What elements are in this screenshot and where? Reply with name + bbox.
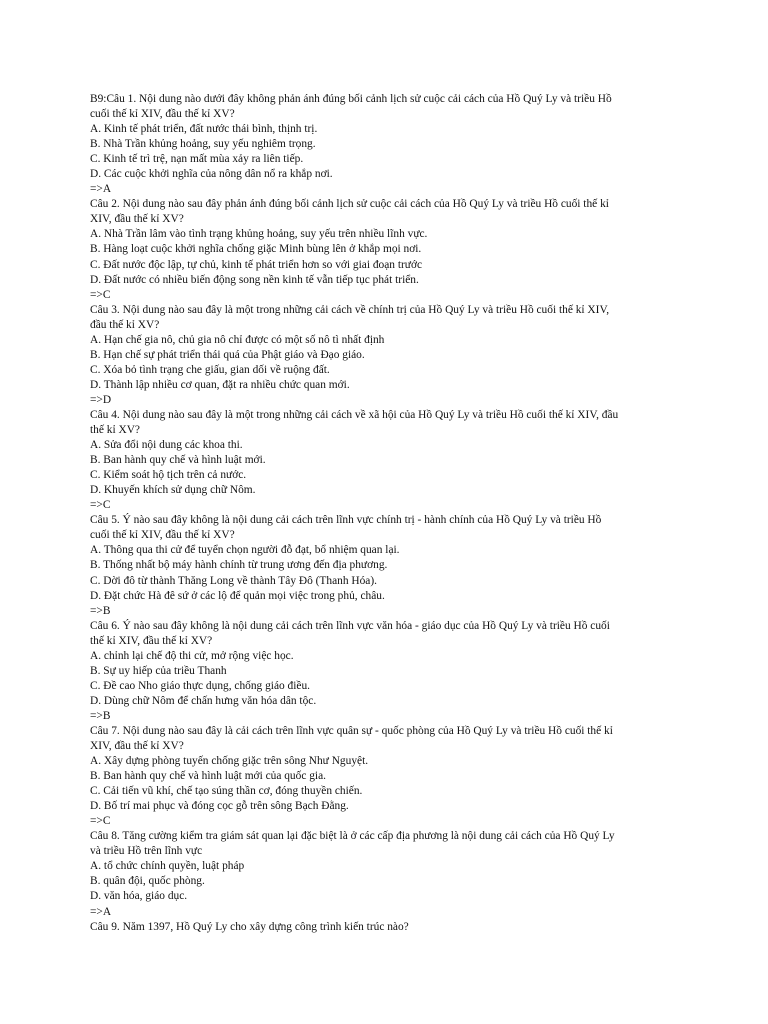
document-line: B. Thống nhất bộ máy hành chính từ trung ương đến địa phương. bbox=[90, 559, 388, 572]
document-line: D. Các cuộc khởi nghĩa của nông dân nổ ra khắp nơi. bbox=[90, 168, 333, 181]
document-line: =>A bbox=[90, 905, 112, 918]
document-line: thế kỉ XIV, đầu thế kỉ XV? bbox=[90, 634, 213, 647]
document-line: A. chỉnh lại chế độ thi cử, mở rộng việc học. bbox=[90, 649, 294, 662]
document-line: Câu 8. Tăng cường kiểm tra giám sát quan lại đặc biệt là ở các cấp địa phương là nội dung cải cách của Hồ Quý Ly bbox=[90, 830, 615, 843]
document-line: =>B bbox=[90, 604, 111, 617]
document-line: B. Nhà Trần khủng hoảng, suy yếu nghiêm trọng. bbox=[90, 138, 316, 151]
document-line: B. Sự uy hiếp của triều Thanh bbox=[90, 664, 227, 677]
document-line: A. Kinh tế phát triển, đất nước thái bình, thịnh trị. bbox=[90, 123, 318, 136]
document-line: D. Dùng chữ Nôm để chấn hưng văn hóa dân tộc. bbox=[90, 694, 317, 707]
document-line: =>D bbox=[90, 393, 112, 406]
document-line: A. Sửa đổi nội dung các khoa thi. bbox=[90, 439, 243, 452]
document-line: B. quân đội, quốc phòng. bbox=[90, 875, 205, 888]
document-line: đầu thế kỉ XV? bbox=[90, 318, 160, 331]
document-line: Câu 9. Năm 1397, Hồ Quý Ly cho xây dựng công trình kiến trúc nào? bbox=[90, 920, 409, 933]
document-line: =>C bbox=[90, 499, 111, 512]
document-line: D. Đặt chức Hà đê sứ ở các lộ để quản mọi việc trong phủ, châu. bbox=[90, 589, 385, 602]
document-line: C. Kiểm soát hộ tịch trên cả nước. bbox=[90, 469, 247, 482]
document-line: Câu 6. Ý nào sau đây không là nội dung cải cách trên lĩnh vực văn hóa - giáo dục của Hồ Quý Ly và triều Hồ cuối bbox=[90, 619, 610, 632]
document-line: D. Thành lập nhiều cơ quan, đặt ra nhiều chức quan mới. bbox=[90, 378, 350, 391]
document-line: D. Đất nước có nhiều biến động song nền kinh tế vẫn tiếp tục phát triển. bbox=[90, 273, 419, 286]
document-line: XIV, đầu thế kỉ XV? bbox=[90, 213, 184, 226]
document-text bbox=[90, 92, 680, 935]
document-line: XIV, đầu thế kỉ XV? bbox=[90, 740, 184, 753]
document-line: A. tổ chức chính quyền, luật pháp bbox=[90, 860, 245, 873]
document-line: B9:Câu 1. Nội dung nào dưới đây không phản ánh đúng bối cảnh lịch sử cuộc cải cách của Hồ Quý Ly và triều Hồ bbox=[90, 93, 612, 105]
document-line: C. Đề cao Nho giáo thực dụng, chống giáo điều. bbox=[90, 679, 311, 692]
document-line: C. Đất nước độc lập, tự chủ, kinh tế phát triển hơn so với giai đoạn trước bbox=[90, 258, 423, 271]
document-line: B. Hạn chế sự phát triển thái quá của Phật giáo và Đạo giáo. bbox=[90, 348, 365, 361]
document-line: C. Kinh tế trì trệ, nạn mất mùa xảy ra liên tiếp. bbox=[90, 153, 304, 166]
document-line: B. Ban hành quy chế và hình luật mới của quốc gia. bbox=[90, 770, 326, 783]
document-line: A. Xây dựng phòng tuyến chống giặc trên sông Như Nguyệt. bbox=[90, 755, 369, 768]
document-line: =>B bbox=[90, 709, 111, 722]
document-line: C. Dời đô từ thành Thăng Long về thành Tây Đô (Thanh Hóa). bbox=[90, 574, 377, 587]
document-line: =>C bbox=[90, 815, 111, 828]
document-line: Câu 7. Nội dung nào sau đây là cải cách trên lĩnh vực quân sự - quốc phòng của Hồ Quý Ly và triều Hồ cuối thế kỉ bbox=[90, 724, 613, 737]
document-line: A. Hạn chế gia nô, chủ gia nô chỉ được có một số nô tì nhất định bbox=[90, 333, 385, 346]
document-line: A. Thông qua thi cử để tuyển chọn người đỗ đạt, bổ nhiệm quan lại. bbox=[90, 544, 400, 557]
document-line: D. văn hóa, giáo dục. bbox=[90, 890, 188, 903]
document-line: Câu 3. Nội dung nào sau đây là một trong những cải cách về chính trị của Hồ Quý Ly và triều Hồ cuối thế kỉ XIV, bbox=[90, 303, 610, 316]
document-line: D. Khuyến khích sử dụng chữ Nôm. bbox=[90, 484, 256, 497]
document-line: D. Bố trí mai phục và đóng cọc gỗ trên sông Bạch Đằng. bbox=[90, 800, 349, 813]
document-line: C. Xóa bỏ tình trạng che giấu, gian dối về ruộng đất. bbox=[90, 363, 330, 376]
document-line: B. Hàng loạt cuộc khởi nghĩa chống giặc Minh bùng lên ở khắp mọi nơi. bbox=[90, 243, 422, 256]
document-line: và triều Hồ trên lĩnh vực bbox=[90, 845, 203, 858]
document-line: A. Nhà Trần lâm vào tình trạng khủng hoảng, suy yếu trên nhiều lĩnh vực. bbox=[90, 228, 428, 241]
document-line: =>C bbox=[90, 288, 111, 301]
document-line: thế kỉ XV? bbox=[90, 424, 140, 437]
document-line: cuối thế kỉ XIV, đầu thế kỉ XV? bbox=[90, 529, 235, 542]
document-line: Câu 4. Nội dung nào sau đây là một trong những cải cách về xã hội của Hồ Quý Ly và triều Hồ cuối thế kỉ XIV, đầu bbox=[90, 408, 619, 421]
document-line: =>A bbox=[90, 183, 112, 196]
document-line: Câu 2. Nội dung nào sau đây phản ánh đúng bối cảnh lịch sử cuộc cải cách của Hồ Quý Ly và triều Hồ cuối thế kỉ bbox=[90, 198, 609, 211]
document-line: C. Cải tiến vũ khí, chế tạo súng thần cơ, đóng thuyền chiến. bbox=[90, 785, 363, 798]
document-line: Câu 5. Ý nào sau đây không là nội dung cải cách trên lĩnh vực chính trị - hành chính của Hồ Quý Ly và triều Hồ bbox=[90, 514, 602, 527]
document-line: B. Ban hành quy chế và hình luật mới. bbox=[90, 454, 266, 467]
document-line: cuối thế kỉ XIV, đầu thế kỉ XV? bbox=[90, 108, 235, 121]
